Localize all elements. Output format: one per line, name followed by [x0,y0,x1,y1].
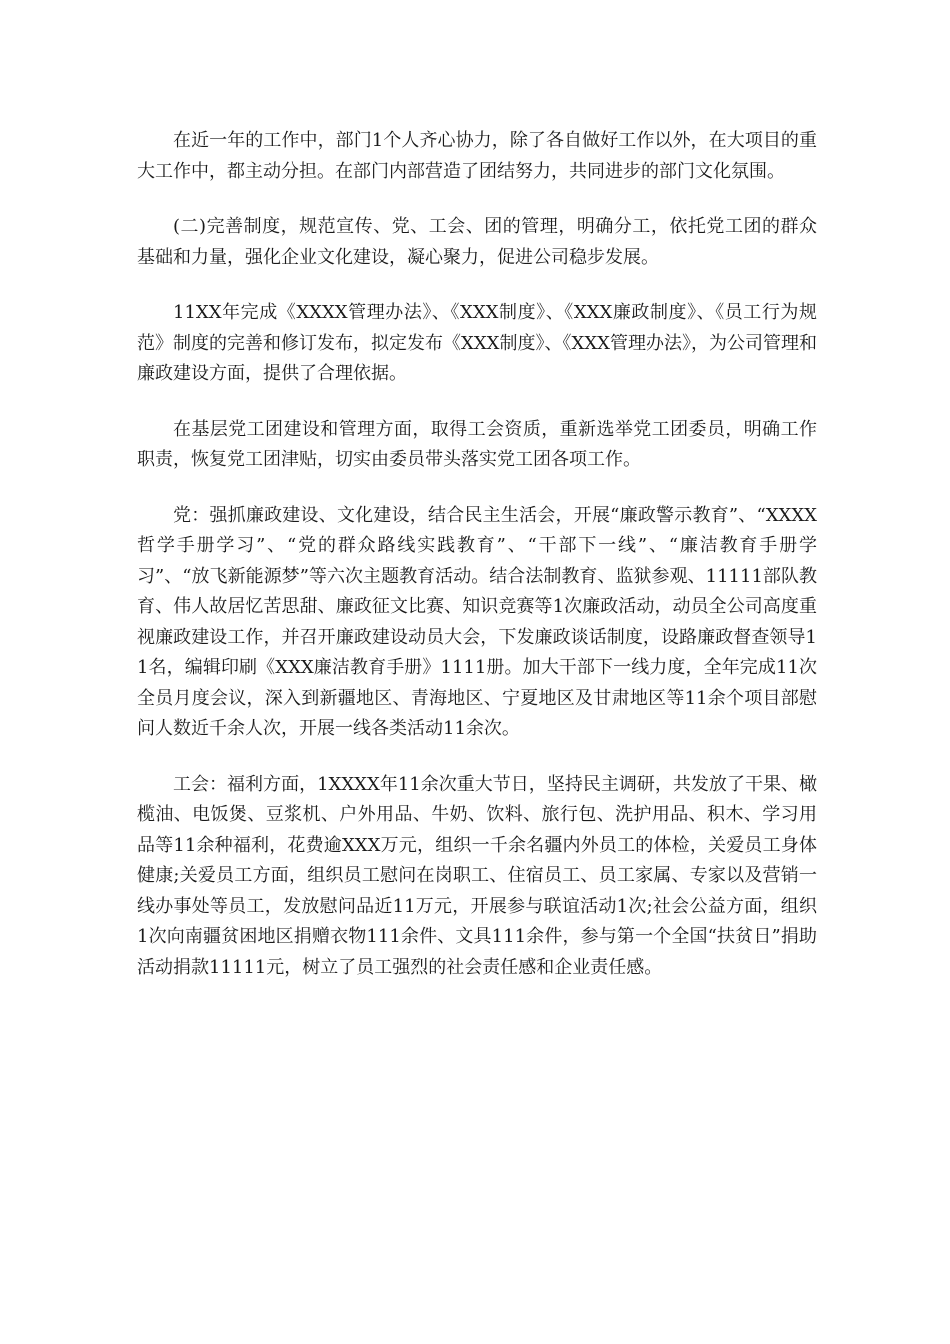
paragraph-regulations: 11XX年完成《XXXX管理办法》、《XXX制度》、《XXX廉政制度》、《员工行为规范》制度的完善和修订发布，拟定发布《XXX制度》、《XXX管理办法》，为公司管理和廉政建设方面，提供了合理依据。 [137,302,817,384]
paragraph-grassroots-building: 在基层党工团建设和管理方面，取得工会资质，重新选举党工团委员，明确工作职责，恢复党工团津贴，切实由委员带头落实党工团各项工作。 [137,418,817,470]
paragraph-union-work: 工会：福利方面，1XXXX年11余次重大节日，坚持民主调研，共发放了干果、橄榄油、电饭煲、豆浆机、户外用品、牛奶、饮料、旅行包、洗护用品、积木、学习用品等11余种福利，花费逾XXX万元，组织一千余名疆内外员工的体检，关爱员工身体健康;关爱员工方面，组织员工慰问在岗职工、住宿员工、员工家属、专家以及营销一线办事处等员工，发放慰问品近11万元，开展参与联谊活动1次;社会公益方面，组织1次向南疆贫困地区捐赠衣物111余件、文具111余件，参与第一个全国“扶贫日”捐助活动捐款11111元，树立了员工强烈的社会责任感和企业责任感。 [137,773,817,978]
document-body [137,126,817,1008]
paragraph-party-work: 党：强抓廉政建设、文化建设，结合民主生活会，开展“廉政警示教育”、“XXXX哲学手册学习”、“党的群众路线实践教育”、“干部下一线”、“廉洁教育手册学习”、“放飞新能源梦”等六次主题教育活动。结合法制教育、监狱参观、11111部队教育、伟人故居忆苦思甜、廉政征文比赛、知识竞赛等1次廉政活动，动员全公司高度重视廉政建设工作，并召开廉政建设动员大会，下发廉政谈话制度，设路廉政督查领导11名，编辑印刷《XXX廉洁教育手册》1111册。加大干部下一线力度，全年完成11次全员月度会议，深入到新疆地区、青海地区、宁夏地区及甘肃地区等11余个项目部慰问人数近千余人次，开展一线各类活动11余次。 [137,504,817,739]
paragraph-section-heading: (二)完善制度，规范宣传、党、工会、团的管理，明确分工，依托党工团的群众基础和力量，强化企业文化建设，凝心聚力，促进公司稳步发展。 [137,216,817,268]
paragraph-team-collaboration: 在近一年的工作中，部门1个人齐心协力，除了各自做好工作以外，在大项目的重大工作中，都主动分担。在部门内部营造了团结努力，共同进步的部门文化氛围。 [137,130,817,182]
